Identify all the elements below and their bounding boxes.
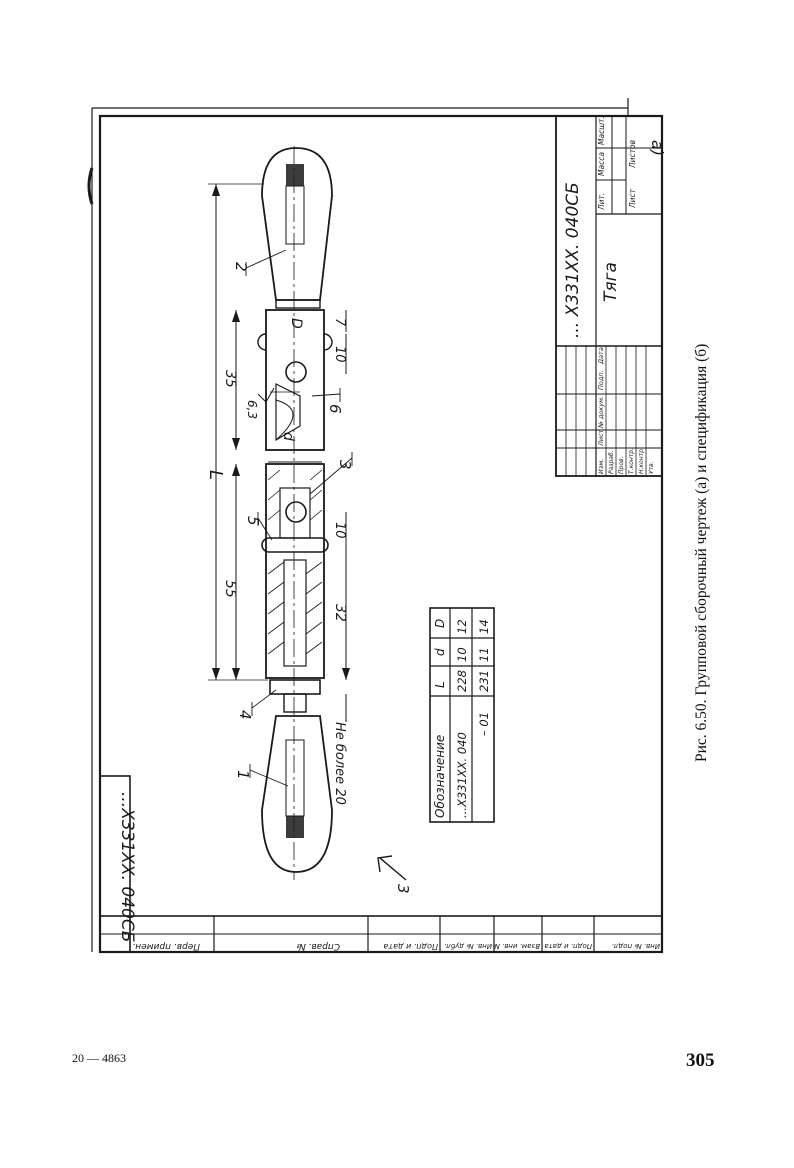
title-block-header-scale: Масшт. [597, 116, 606, 145]
side-stamp [100, 916, 662, 952]
side-stamp-label-2: Справ. № [296, 941, 340, 951]
dim-32: 32 [332, 604, 348, 622]
side-stamp-label-3: Подп. и дата [383, 942, 438, 951]
side-stamp-label-4: Инв. № дубл. [444, 942, 492, 950]
table-row-1-designation: ...Х331ХХ. 040 [455, 732, 469, 818]
dimensions [205, 184, 350, 805]
dim-10-lower: 10 [332, 522, 347, 539]
title-block-row-list: Лист [597, 429, 605, 446]
title-block-role-2: Пров. [618, 456, 625, 474]
table-header-d: d [433, 648, 447, 656]
title-block-row-sign: Подп. [597, 370, 605, 390]
dim-10-upper: 10 [332, 346, 347, 363]
table-row-1-D: 12 [455, 619, 469, 634]
title-block-role-4: Н.контр. [638, 447, 645, 474]
dim-diameter-d: d [280, 432, 296, 441]
dim-no-more-20: Не более 20 [332, 722, 347, 805]
view-arrow [378, 856, 412, 894]
callout-part-5: 5 [244, 516, 262, 526]
page-number: 305 [686, 1050, 715, 1071]
title-block-role-5: Утв. [648, 461, 655, 474]
roughness-6-3: 6,3 [245, 400, 259, 420]
corner-code-stamp [100, 776, 137, 952]
table-row-1-d: 10 [455, 647, 469, 662]
side-stamp-label-5: Взам. инв. № [492, 942, 540, 950]
table-row-2-D: 14 [477, 619, 491, 634]
table-header-D: D [433, 618, 447, 628]
title-block-sheet: Лист [628, 188, 637, 208]
title-block-code: ... Х331ХХ. 040СБ [563, 182, 583, 338]
dim-overall-L: L [205, 470, 226, 481]
corner-code-text: ...Х331ХХ. 040СБ [117, 792, 137, 943]
dim-55: 55 [222, 580, 238, 598]
dim-7: 7 [332, 318, 347, 327]
title-block-row-doc: № докум. [597, 395, 605, 428]
side-stamp-label-6: Подп. и дата [544, 942, 592, 950]
figure-caption: Рис. 6.50. Групповой сборочный чертеж (а) и спецификация (б) [693, 343, 710, 762]
table-row-1-L: 228 [455, 670, 469, 692]
print-code: 20 — 4863 [72, 1051, 126, 1065]
dim-35: 35 [222, 370, 238, 388]
side-stamp-label-7: Инв. № подл. [611, 942, 660, 950]
table-row-2-designation: – 01 [477, 711, 491, 736]
callout-part-3: 3 [336, 460, 354, 470]
table-header-L: L [433, 681, 447, 688]
title-block-row-izm: Изм. [597, 458, 605, 474]
table-header-designation: Обозначение [433, 734, 447, 818]
callout-part-6: 6 [326, 404, 344, 414]
part-callouts [232, 250, 354, 786]
title-block-role-3: Т.контр. [628, 447, 635, 474]
title-block-part-name: Тяга [601, 262, 621, 302]
view-arrow-label: 3 [394, 884, 412, 894]
title-block-role-1: Разраб. [608, 450, 615, 474]
rod-assembly [258, 146, 332, 880]
variants-table [430, 608, 494, 822]
table-row-2-d: 11 [477, 647, 491, 662]
dim-diameter-D: D [288, 318, 304, 329]
view-label: а) [648, 140, 667, 157]
title-block-header-lit: Лит. [597, 192, 606, 210]
title-block-row-date: Дата [597, 347, 605, 364]
title-block [556, 116, 662, 476]
callout-part-2: 2 [232, 262, 250, 272]
table-row-2-L: 231 [477, 670, 491, 692]
callout-part-1: 1 [234, 770, 252, 780]
callout-part-4: 4 [236, 710, 254, 720]
title-block-header-mass: Масса [597, 152, 606, 176]
side-stamp-label-1: Перв. примен. [132, 941, 200, 951]
title-block-sheets: Листов [628, 139, 637, 168]
